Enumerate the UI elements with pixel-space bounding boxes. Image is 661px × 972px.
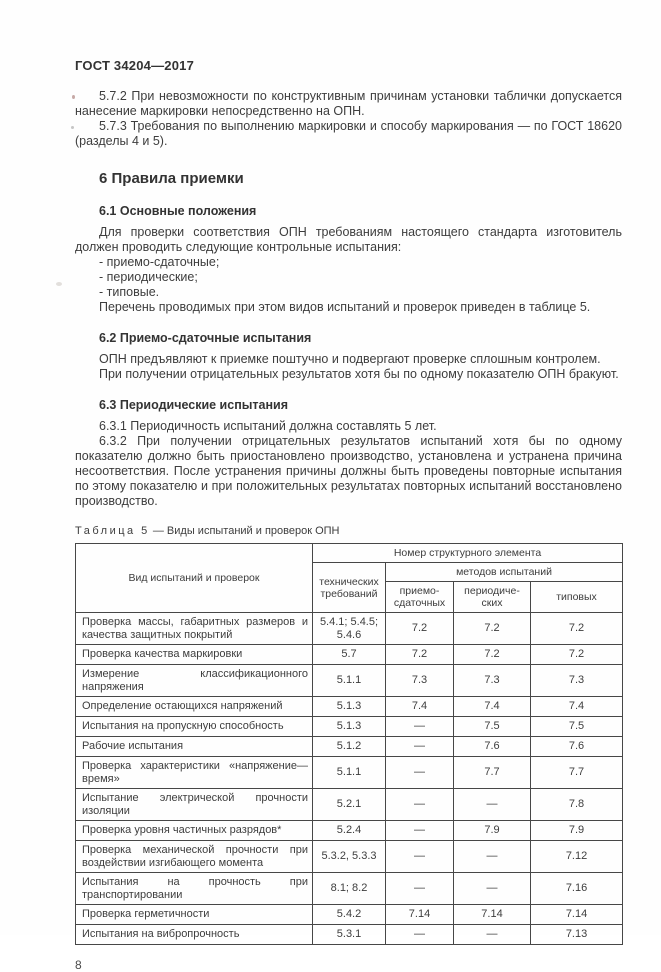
clause-ref-cell: 5.1.1 bbox=[313, 757, 386, 789]
list-item-periodic: - периодические; bbox=[99, 270, 198, 284]
table-caption-text: — Виды испытаний и проверок ОПН bbox=[152, 525, 340, 537]
clause-ref-cell: 7.6 bbox=[531, 737, 623, 757]
clause-ref-cell: 7.5 bbox=[531, 717, 623, 737]
clause-ref-cell: — bbox=[386, 925, 454, 945]
subsection-heading-6-1: 6.1 Основные положения bbox=[99, 204, 257, 218]
clause-ref-cell: 7.6 bbox=[454, 737, 531, 757]
test-name-cell: Проверка характеристики «напряжение—время» bbox=[76, 757, 313, 789]
page-content bbox=[75, 58, 622, 972]
clause-ref-cell: 7.9 bbox=[531, 821, 623, 841]
column-group-test-methods: методов испытаний bbox=[386, 563, 623, 582]
column-group-structural-element: Номер структурного элемента bbox=[313, 544, 623, 563]
clause-ref-cell: 7.7 bbox=[531, 757, 623, 789]
clause-ref-cell: — bbox=[386, 737, 454, 757]
section-heading-6: 6 Правила приемки bbox=[99, 170, 244, 187]
table-row bbox=[76, 697, 623, 717]
test-name-cell: Испытание электрической прочности изоляции bbox=[76, 789, 313, 821]
table-row bbox=[76, 613, 623, 645]
column-header-acceptance: приемо-сдаточных bbox=[386, 582, 454, 613]
column-header-tech-requirements: технических требований bbox=[313, 563, 386, 613]
paragraph-6-3-2: 6.3.2 При получении отрицательных результатов испытаний хотя бы по одному показателю должно быть приостановлено производство, установлена и устранена причина несоответствия. После устранения причины должны быть проведены повторные испытания по этому показателю и при положительных результатах повторных испытаний восстановлено производство. bbox=[75, 434, 622, 508]
clause-ref-cell: 5.3.1 bbox=[313, 925, 386, 945]
clause-ref-cell: 5.7 bbox=[313, 645, 386, 665]
subsection-heading-6-2: 6.2 Приемо-сдаточные испытания bbox=[99, 331, 312, 345]
table-row bbox=[76, 841, 623, 873]
table-row bbox=[76, 905, 623, 925]
paragraph-6-1-list-ref: Перечень проводимых при этом видов испытаний и проверок приведен в таблице 5. bbox=[99, 300, 591, 314]
table-row bbox=[76, 757, 623, 789]
clause-ref-cell: 7.13 bbox=[531, 925, 623, 945]
table-row bbox=[76, 645, 623, 665]
list-item-acceptance: - приемо-сдаточные; bbox=[99, 255, 220, 269]
clause-ref-cell: — bbox=[386, 789, 454, 821]
paragraph-6-2-a: ОПН предъявляют к приемке поштучно и подвергают проверке сплошным контролем. bbox=[99, 352, 601, 366]
clause-ref-cell: 7.5 bbox=[454, 717, 531, 737]
test-name-cell: Измерение классификационного напряжения bbox=[76, 665, 313, 697]
clause-ref-cell: — bbox=[386, 873, 454, 905]
clause-ref-cell: 7.9 bbox=[454, 821, 531, 841]
clause-ref-cell: — bbox=[454, 841, 531, 873]
test-name-cell: Испытания на пропускную способность bbox=[76, 717, 313, 737]
paragraph-6-2-b: При получении отрицательных результатов хотя бы по одному показателю ОПН бракуют. bbox=[99, 367, 619, 381]
clause-ref-cell: 5.3.2, 5.3.3 bbox=[313, 841, 386, 873]
clause-ref-cell: 7.3 bbox=[531, 665, 623, 697]
tests-table-body bbox=[76, 613, 623, 945]
clause-ref-cell: 7.2 bbox=[531, 645, 623, 665]
clause-ref-cell: 7.14 bbox=[386, 905, 454, 925]
clause-ref-cell: 7.2 bbox=[454, 613, 531, 645]
clause-ref-cell: — bbox=[454, 925, 531, 945]
table-row bbox=[76, 925, 623, 945]
clause-ref-cell: 7.2 bbox=[454, 645, 531, 665]
test-name-cell: Проверка массы, габаритных размеров и качества защитных покрытий bbox=[76, 613, 313, 645]
clause-ref-cell: — bbox=[386, 717, 454, 737]
scan-artifact bbox=[71, 126, 74, 129]
clause-ref-cell: — bbox=[386, 841, 454, 873]
test-name-cell: Проверка механической прочности при воздействии изгибающего момента bbox=[76, 841, 313, 873]
clause-ref-cell: 5.1.1 bbox=[313, 665, 386, 697]
scan-artifact bbox=[56, 282, 62, 286]
table-row bbox=[76, 737, 623, 757]
clause-ref-cell: 7.7 bbox=[454, 757, 531, 789]
doc-number: ГОСТ 34204—2017 bbox=[75, 58, 194, 73]
test-name-cell: Испытания на вибропрочность bbox=[76, 925, 313, 945]
clause-ref-cell: 7.4 bbox=[531, 697, 623, 717]
clause-ref-cell: 7.2 bbox=[386, 645, 454, 665]
clause-ref-cell: — bbox=[454, 873, 531, 905]
paragraph-6-3-1: 6.3.1 Периодичность испытаний должна составлять 5 лет. bbox=[99, 419, 437, 433]
paragraph-5-7-3: 5.7.3 Требования по выполнению маркировки и способу маркирования — по ГОСТ 18620 (разделы 4 и 5). bbox=[75, 119, 622, 148]
test-name-cell: Испытания на прочность при транспортировании bbox=[76, 873, 313, 905]
test-name-cell: Рабочие испытания bbox=[76, 737, 313, 757]
table-row bbox=[76, 717, 623, 737]
clause-ref-cell: 7.2 bbox=[386, 613, 454, 645]
column-header-periodic: периодических bbox=[454, 582, 531, 613]
clause-ref-cell: 8.1; 8.2 bbox=[313, 873, 386, 905]
test-name-cell: Проверка качества маркировки bbox=[76, 645, 313, 665]
scan-artifact bbox=[72, 95, 75, 99]
paragraph-6-1-intro: Для проверки соответствия ОПН требованиям настоящего стандарта изготовитель должен проводить следующие контрольные испытания: bbox=[75, 225, 622, 254]
tests-table-header bbox=[76, 544, 623, 613]
clause-ref-cell: 7.12 bbox=[531, 841, 623, 873]
paragraph-5-7-2: 5.7.2 При невозможности по конструктивным причинам установки таблички допускается нанесение маркировки непосредственно на ОПН. bbox=[75, 89, 622, 118]
clause-ref-cell: 7.4 bbox=[386, 697, 454, 717]
clause-ref-cell: — bbox=[454, 789, 531, 821]
clause-ref-cell: 5.1.3 bbox=[313, 697, 386, 717]
clause-ref-cell: 7.2 bbox=[531, 613, 623, 645]
table-row bbox=[76, 821, 623, 841]
clause-ref-cell: 5.1.2 bbox=[313, 737, 386, 757]
tests-table bbox=[75, 543, 623, 945]
clause-ref-cell: 5.4.1; 5.4.5; 5.4.6 bbox=[313, 613, 386, 645]
clause-ref-cell: 7.8 bbox=[531, 789, 623, 821]
clause-ref-cell: 7.3 bbox=[386, 665, 454, 697]
list-item-type: - типовые. bbox=[99, 285, 160, 299]
table-caption bbox=[75, 525, 622, 538]
clause-ref-cell: 5.2.4 bbox=[313, 821, 386, 841]
table-row bbox=[76, 789, 623, 821]
test-name-cell: Проверка герметичности bbox=[76, 905, 313, 925]
clause-ref-cell: 5.2.1 bbox=[313, 789, 386, 821]
clause-ref-cell: 7.3 bbox=[454, 665, 531, 697]
clause-ref-cell: 7.4 bbox=[454, 697, 531, 717]
column-header-test-kind: Вид испытаний и проверок bbox=[76, 544, 313, 613]
clause-ref-cell: 5.1.3 bbox=[313, 717, 386, 737]
table-caption-label: Таблица 5 bbox=[75, 525, 150, 537]
clause-ref-cell: — bbox=[386, 757, 454, 789]
test-name-cell: Проверка уровня частичных разрядов* bbox=[76, 821, 313, 841]
clause-ref-cell: 7.14 bbox=[454, 905, 531, 925]
table-row bbox=[76, 873, 623, 905]
clause-ref-cell: 7.14 bbox=[531, 905, 623, 925]
clause-ref-cell: — bbox=[386, 821, 454, 841]
clause-ref-cell: 5.4.2 bbox=[313, 905, 386, 925]
page-number: 8 bbox=[75, 958, 82, 972]
table-row bbox=[76, 665, 623, 697]
subsection-heading-6-3: 6.3 Периодические испытания bbox=[99, 398, 289, 412]
clause-ref-cell: 7.16 bbox=[531, 873, 623, 905]
column-header-type: типовых bbox=[531, 582, 623, 613]
test-name-cell: Определение остающихся напряжений bbox=[76, 697, 313, 717]
